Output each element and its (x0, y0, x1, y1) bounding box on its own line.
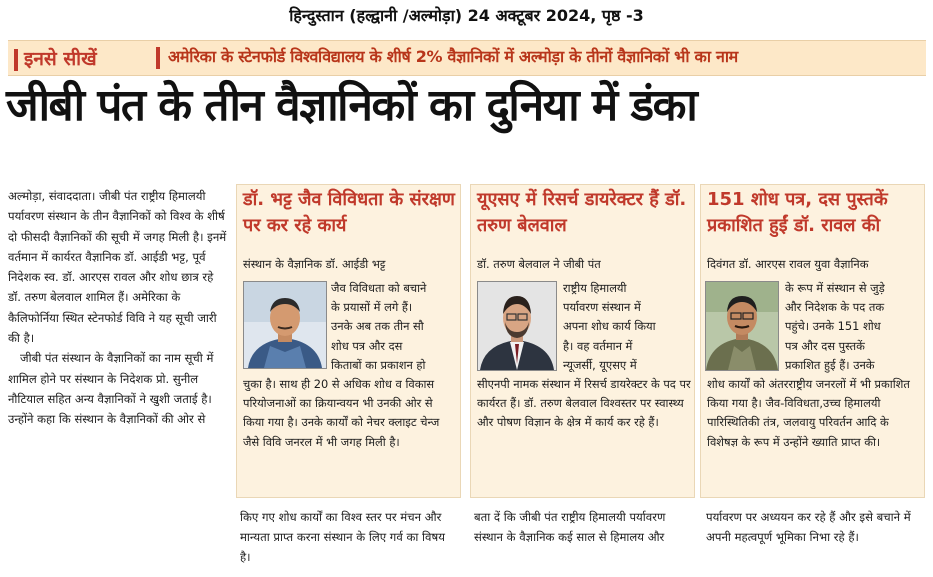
box-text-side (331, 279, 455, 375)
kicker-bar (14, 49, 18, 71)
box-title: डॉ. भट्ट जैव विविधता के संरक्षण पर कर रहे कार्य (243, 189, 455, 236)
side-line: पहुंचे। उनके 151 शोध (785, 319, 881, 334)
portrait-photo-belwal (477, 281, 557, 371)
box-text-bottom: शोध कार्यों को अंतरराष्ट्रीय जनरलों में भी प्रकाशित किया गया है। जैव-विविधता,उच्च हिमालयी पारिस्थितिकी तंत्र, जलवायु परिवर्तन आदि के विशेषज्ञ के रूप में उन्होंने ख्याति प्राप्त की। (707, 377, 910, 449)
side-line: और निदेशक के पद तक (785, 300, 885, 315)
box-title: यूएसए में रिसर्च डायरेक्टर हैं डॉ. तरुण बेलवाल (477, 189, 687, 236)
continuation-text-2: बता दें कि जीबी पंत राष्ट्रीय हिमालयी पर्यावरण संस्थान के वैज्ञानिक कई साल से हिमालय और (474, 510, 666, 544)
side-line: पर्यावरण संस्थान में (563, 300, 641, 315)
side-line: राष्ट्रीय हिमालयी (563, 281, 627, 295)
side-line: उनके अब तक तीन सौ (331, 319, 424, 334)
side-line: के रूप में संस्थान से जुड़े (785, 281, 885, 295)
main-paragraph-1: अल्मोड़ा, संवाददाता। जीबी पंत राष्ट्रीय हिमालयी पर्यावरण संस्थान के तीन वैज्ञानिकों को विश्व के शीर्ष दो फीसदी वैज्ञानिकों की सूची में जगह मिली है। इनमें वर्तमान में कार्यरत वैज्ञानिक डॉ. आईडी भट्ट, पूर्व निदेशक स्व. डॉ. आरएस रावल और शोध छात्र रहे डॉ. तरुण बेलवाल शामिल हैं। अमेरिका के कैलिफोर्निया स्थित स्टेनफोर्ड विवि ने यह सूची जारी की है। (8, 189, 227, 346)
box-text-top: डॉ. तरुण बेलवाल ने जीबी पंत (477, 257, 601, 271)
strap-text: अमेरिका के स्टेनफोर्ड विश्वविद्यालय के शीर्ष 2% वैज्ञानिकों में अल्मोड़ा के तीनों वैज्ञानिकों भी का नाम (168, 47, 738, 66)
box-text-side (785, 279, 921, 375)
side-line: जैव विविधता को बचाने (331, 281, 427, 295)
box-text-bottom: सीएनपी नामक संस्थान में रिसर्च डायरेक्टर के पद पर कार्यरत हैं। डॉ. तरुण बेलवाल विश्वस्तर पर स्वास्थ्य और पोषण विज्ञान के क्षेत्र में कार्य कर रहे हैं। (477, 377, 691, 430)
box-text-side (563, 279, 691, 375)
box-text-bottom: चुका है। साथ ही 20 से अधिक शोध व विकास परियोजनाओं का क्रियान्वयन भी उनकी ओर से किया गया है। उनके कार्यों को नेचर क्लाइट चेन्ज जैसे विवि जनरल में भी जगह मिली है। (243, 377, 440, 449)
side-line: है। वह वर्तमान में (563, 338, 633, 353)
box-text-top: दिवंगत डॉ. आरएस रावल युवा वैज्ञानिक (707, 257, 869, 271)
sidebar-box-bhatt (236, 184, 461, 498)
main-headline: जीबी पंत के तीन वैज्ञानिकों का दुनिया में डंका (6, 80, 697, 131)
kicker-text: इनसे सीखें (24, 48, 97, 70)
side-line: पत्र और दस पुस्तकें (785, 338, 865, 353)
page-caption: हिन्दुस्तान (हल्द्वानी /अल्मोड़ा) 24 अक्टूबर 2024, पृष्ठ -3 (289, 6, 644, 25)
continuation-text-3: पर्यावरण पर अध्ययन कर रहे हैं और इसे बचाने में अपनी महत्वपूर्ण भूमिका निभा रहे हैं। (706, 510, 911, 544)
portrait-photo-bhatt (243, 281, 327, 369)
side-line: अपना शोध कार्य किया (563, 319, 656, 334)
strap-headline (156, 45, 738, 69)
continuation-text-1: किए गए शोध कार्यों का विश्व स्तर पर मंचन और मान्यता प्राप्त करना संस्थान के लिए गर्व का विषय है। (240, 510, 445, 564)
side-line: के प्रयासों में लगे हैं। (331, 300, 413, 315)
kicker-label (14, 45, 97, 71)
side-line: शोध पत्र और दस (331, 338, 403, 353)
strap-band (8, 40, 926, 76)
main-story (8, 186, 228, 430)
sidebar-box-rawal (700, 184, 925, 498)
side-line: प्रकाशित हुई हैं। उनके (785, 357, 875, 372)
box-text-top: संस्थान के वैज्ञानिक डॉ. आईडी भट्ट (243, 257, 386, 271)
side-line: किताबों का प्रकाशन हो (331, 357, 426, 372)
main-paragraph-2: जीबी पंत संस्थान के वैज्ञानिकों का नाम सूची में शामिल होने पर संस्थान के निदेशक प्रो. सुनील नौटियाल सहित अन्य वैज्ञानिकों ने खुशी जताई है। उन्होंने कहा कि संस्थान के वैज्ञानिकों की ओर से (8, 351, 214, 427)
box-title: 151 शोध पत्र, दस पुस्तकें प्रकाशित हुईं डॉ. रावल की (707, 189, 888, 236)
portrait-photo-rawal (705, 281, 779, 371)
side-line: न्यूजर्सी, यूएसए में (563, 357, 637, 372)
sidebar-box-belwal (470, 184, 695, 498)
strap-bar (156, 47, 160, 69)
